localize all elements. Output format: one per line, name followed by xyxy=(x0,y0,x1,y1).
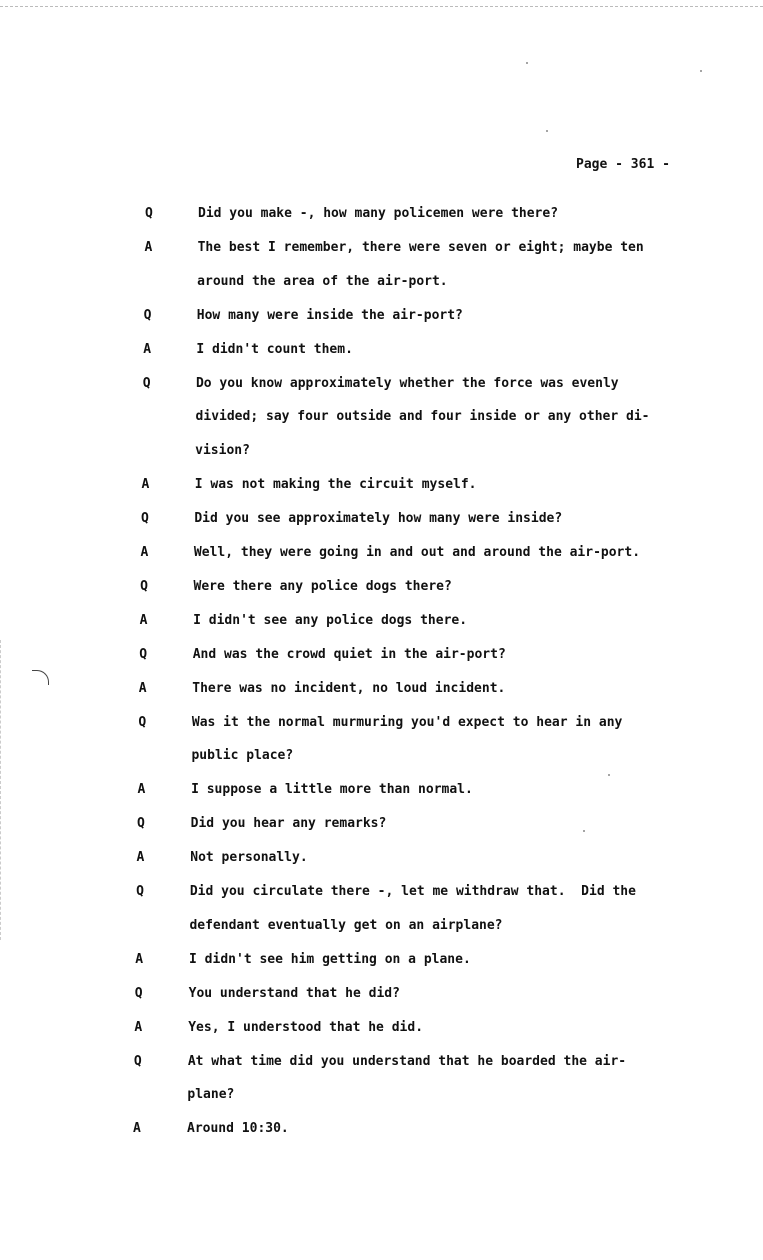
transcript-line: I didn't see any police dogs there. xyxy=(193,612,468,628)
transcript-line: I didn't see him getting on a plane. xyxy=(189,951,471,967)
left-edge-rule xyxy=(0,640,3,940)
transcript-line: vision? xyxy=(195,443,250,459)
transcript-line: At what time did you understand that he boarded the air- xyxy=(187,1053,627,1069)
transcript-line: And was the crowd quiet in the air-port? xyxy=(192,646,506,662)
answer-marker: A xyxy=(141,477,150,493)
transcript-line: Was it the normal murmuring you'd expect to hear in any xyxy=(191,714,623,730)
paper-speck xyxy=(700,70,702,72)
transcript-line: plane? xyxy=(187,1087,235,1103)
answer-marker: A xyxy=(134,1019,143,1035)
question-marker: Q xyxy=(140,578,148,594)
answer-marker: A xyxy=(140,545,149,560)
transcript-line: Were there any police dogs there? xyxy=(193,578,452,594)
answer-marker: A xyxy=(135,951,144,967)
transcript-line: Did you see approximately how many were inside? xyxy=(194,511,563,527)
paper-speck xyxy=(526,62,528,64)
question-marker: Q xyxy=(139,646,148,662)
transcript-line: Did you hear any remarks? xyxy=(190,816,387,832)
paper-speck xyxy=(608,774,610,776)
answer-marker: A xyxy=(136,850,145,866)
question-marker: Q xyxy=(145,206,153,221)
transcript-line: Around 10:30. xyxy=(187,1121,289,1137)
question-marker: Q xyxy=(133,1053,142,1069)
question-marker: Q xyxy=(136,884,144,899)
answer-marker: A xyxy=(137,782,146,798)
question-marker: Q xyxy=(142,375,151,391)
transcript-line: Not personally. xyxy=(190,850,308,866)
margin-pencil-mark xyxy=(32,670,49,685)
question-marker: Q xyxy=(143,307,152,323)
page-number: Page - 361 - xyxy=(576,157,670,172)
transcript-line: There was no incident, no loud incident. xyxy=(192,680,506,696)
paper-speck xyxy=(546,130,548,132)
transcript-line: Did you circulate there -, let me withdraw that. Did the xyxy=(189,884,636,899)
transcript-line: I didn't count them. xyxy=(196,341,353,357)
transcript-line: Do you know approximately whether the force was evenly xyxy=(195,375,619,391)
transcript-line: I suppose a little more than normal. xyxy=(191,782,473,798)
transcript-line: public place? xyxy=(191,748,294,764)
answer-marker: A xyxy=(133,1121,141,1137)
transcript-line: around the area of the air-port. xyxy=(197,273,448,289)
question-marker: Q xyxy=(137,816,145,832)
top-edge-rule xyxy=(0,0,763,7)
transcript-line: divided; say four outside and four inside or any other di- xyxy=(195,409,650,425)
question-marker: Q xyxy=(134,985,143,1001)
answer-marker: A xyxy=(138,680,147,696)
answer-marker: A xyxy=(139,612,148,628)
transcript-line: The best I remember, there were seven or eight; maybe ten xyxy=(197,239,644,255)
transcript-line: Yes, I understood that he did. xyxy=(188,1019,424,1035)
answer-marker: A xyxy=(144,239,153,255)
paper-speck xyxy=(583,830,585,832)
transcript-line: How many were inside the air-port? xyxy=(196,307,463,323)
question-marker: Q xyxy=(141,511,149,527)
question-marker: Q xyxy=(138,714,147,730)
transcript-line: Well, they were going in and out and around the air-port. xyxy=(193,545,641,560)
transcript-line: I was not making the circuit myself. xyxy=(194,477,477,493)
transcript-line: Did you make -, how many policemen were there? xyxy=(198,206,559,221)
answer-marker: A xyxy=(143,341,152,357)
transcript-line: You understand that he did? xyxy=(188,985,400,1001)
transcript-line: defendant eventually get on an airplane? xyxy=(189,917,503,933)
